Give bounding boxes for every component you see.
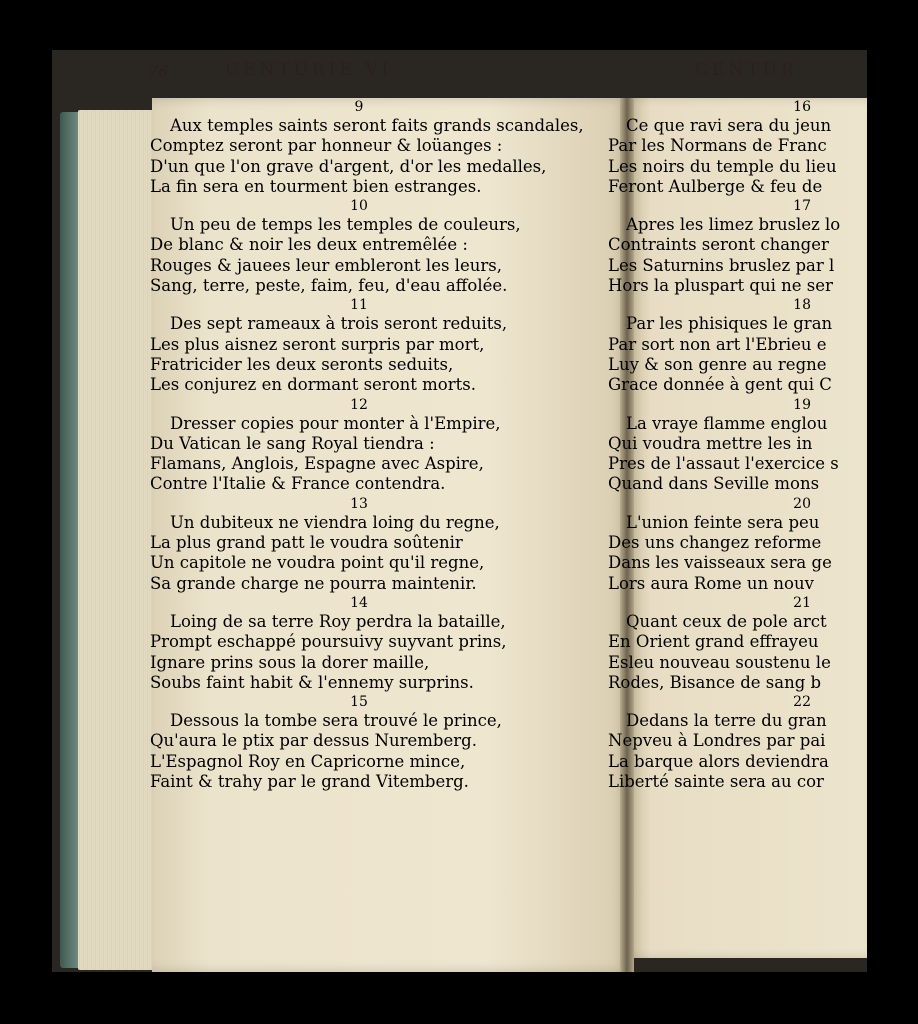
right-page-text <box>608 98 841 792</box>
verse-line: Hors la pluspart qui ne ser <box>608 276 833 296</box>
verse-line: Du Vatican le sang Royal tiendra : <box>150 433 435 453</box>
quatrain-number: 9 <box>354 99 364 115</box>
verse-line: Rodes, Bisance de sang b <box>608 672 822 692</box>
verse-line: Un capitole ne voudra point qu'il regne, <box>150 553 485 573</box>
verse-line: Luy & son genre au regne <box>608 354 827 374</box>
verse-line: Qui voudra mettre les in <box>608 433 813 453</box>
verse-line: Dresser copies pour monter à l'Empire, <box>170 413 501 433</box>
quatrain-number: 11 <box>350 297 368 314</box>
quatrain-number: 21 <box>793 594 811 611</box>
quatrain-number: 20 <box>793 495 811 512</box>
verse-line: Contre l'Italie & France contendra. <box>150 474 446 494</box>
verse-line: Grace donnée à gent qui C <box>608 375 832 395</box>
page-edge-stack <box>78 110 160 970</box>
quatrain <box>150 594 568 693</box>
verse-line: Par sort non art l'Ebrieu e <box>608 334 827 354</box>
quatrain-number: 15 <box>350 694 368 711</box>
verse-line: Des uns changez reforme <box>608 533 822 553</box>
verse-line: Sa grande charge ne pourra maintenir. <box>150 573 477 593</box>
verse-line: Soubs faint habit & l'ennemy surprins. <box>150 672 474 692</box>
verse-line: Ignare prins sous la dorer maille, <box>150 652 430 672</box>
left-page-text <box>150 98 584 792</box>
verse-line: La fin sera en tourment bien estranges. <box>150 176 482 196</box>
verse-line: Aux temples saints seront faits grands scandales, <box>170 116 584 135</box>
quatrain-number: 10 <box>350 198 368 215</box>
quatrain <box>150 495 568 594</box>
quatrain <box>150 197 568 296</box>
verse-line: L'Espagnol Roy en Capricorne mince, <box>150 751 466 771</box>
quatrain-number: 16 <box>793 99 811 115</box>
verse-line: Dedans la terre du gran <box>626 711 827 731</box>
verse-line: Pres de l'assaut l'exercice s <box>608 454 839 474</box>
verse-line: Flamans, Anglois, Espagne avec Aspire, <box>150 454 484 474</box>
verse-line: Les noirs du temple du lieu <box>608 156 837 176</box>
quatrain <box>608 98 837 197</box>
verse-line: Sang, terre, peste, faim, feu, d'eau affolée. <box>150 276 508 296</box>
quatrain-number: 14 <box>350 594 368 611</box>
verse-line: Les conjurez en dormant seront morts. <box>150 375 476 395</box>
quatrain-number: 12 <box>350 396 368 413</box>
verse-line: Prompt eschappé poursuivy suyvant prins, <box>150 632 507 652</box>
quatrain-number: 13 <box>350 495 368 512</box>
running-head-left: CENTURIE VI. <box>226 60 402 80</box>
verse-line: Contraints seront changer <box>608 235 829 255</box>
quatrain-number: 17 <box>793 198 811 215</box>
quatrain <box>608 296 833 395</box>
verse-line: D'un que l'on grave d'argent, d'or les medalles, <box>150 156 547 176</box>
verse-line: Des sept rameaux à trois seront reduits, <box>170 314 508 334</box>
quatrain <box>608 197 841 296</box>
running-head-right: CENTUR <box>695 60 798 80</box>
verse-line: Liberté sainte sera au cor <box>608 772 824 792</box>
verse-line: Un peu de temps les temples de couleurs, <box>170 215 521 235</box>
verse-line: La barque alors deviendra <box>608 751 829 771</box>
quatrain <box>608 396 839 495</box>
quatrain <box>608 693 829 792</box>
verse-line: Par les phisiques le gran <box>626 314 833 334</box>
verse-line: Comptez seront par honneur & loüanges : <box>150 136 503 156</box>
quatrain <box>608 594 831 693</box>
quatrain-number: 19 <box>793 396 811 413</box>
verse-line: Lors aura Rome un nouv <box>608 573 814 593</box>
verse-line: La vraye flamme englou <box>626 413 828 433</box>
verse-line: En Orient grand effrayeu <box>608 632 819 652</box>
verse-line: Un dubiteux ne viendra loing du regne, <box>170 512 500 532</box>
verse-line: Ce que ravi sera du jeun <box>626 116 832 135</box>
quatrain <box>150 693 568 792</box>
quatrain <box>608 495 832 594</box>
quatrain-number: 22 <box>793 694 811 711</box>
verse-line: De blanc & noir les deux entremêlée : <box>150 235 468 255</box>
verse-line: Apres les limez bruslez lo <box>626 215 841 235</box>
verse-line: Quand dans Seville mons <box>608 474 820 494</box>
verse-line: Quant ceux de pole arct <box>626 611 827 631</box>
quatrain <box>150 296 568 395</box>
verse-line: Fratricider les deux seronts seduits, <box>150 354 454 374</box>
quatrain <box>150 396 568 495</box>
verse-line: Loing de sa terre Roy perdra la bataille, <box>170 611 506 631</box>
verse-line: Esleu nouveau soustenu le <box>608 652 831 672</box>
verse-line: Nepveu à Londres par pai <box>608 731 826 751</box>
quatrain-number: 18 <box>793 297 811 314</box>
verse-line: Les Saturnins bruslez par l <box>608 255 835 275</box>
verse-line: L'union feinte sera peu <box>626 512 820 532</box>
verse-line: Faint & trahy par le grand Vitemberg. <box>150 772 469 792</box>
verse-line: Rouges & jauees leur embleront les leurs, <box>150 255 502 275</box>
verse-line: Par les Normans de Franc <box>608 136 827 156</box>
quatrain <box>150 98 584 197</box>
verse-line: La plus grand patt le voudra soûtenir <box>150 533 463 553</box>
verse-line: Les plus aisnez seront surpris par mort, <box>150 334 485 354</box>
verse-line: Dessous la tombe sera trouvé le prince, <box>170 711 502 731</box>
page-number: 76 <box>148 62 169 81</box>
verse-line: Dans les vaisseaux sera ge <box>608 553 832 573</box>
verse-line: Feront Aulberge & feu de <box>608 176 823 196</box>
verse-line: Qu'aura le ptix par dessus Nuremberg. <box>150 731 477 751</box>
